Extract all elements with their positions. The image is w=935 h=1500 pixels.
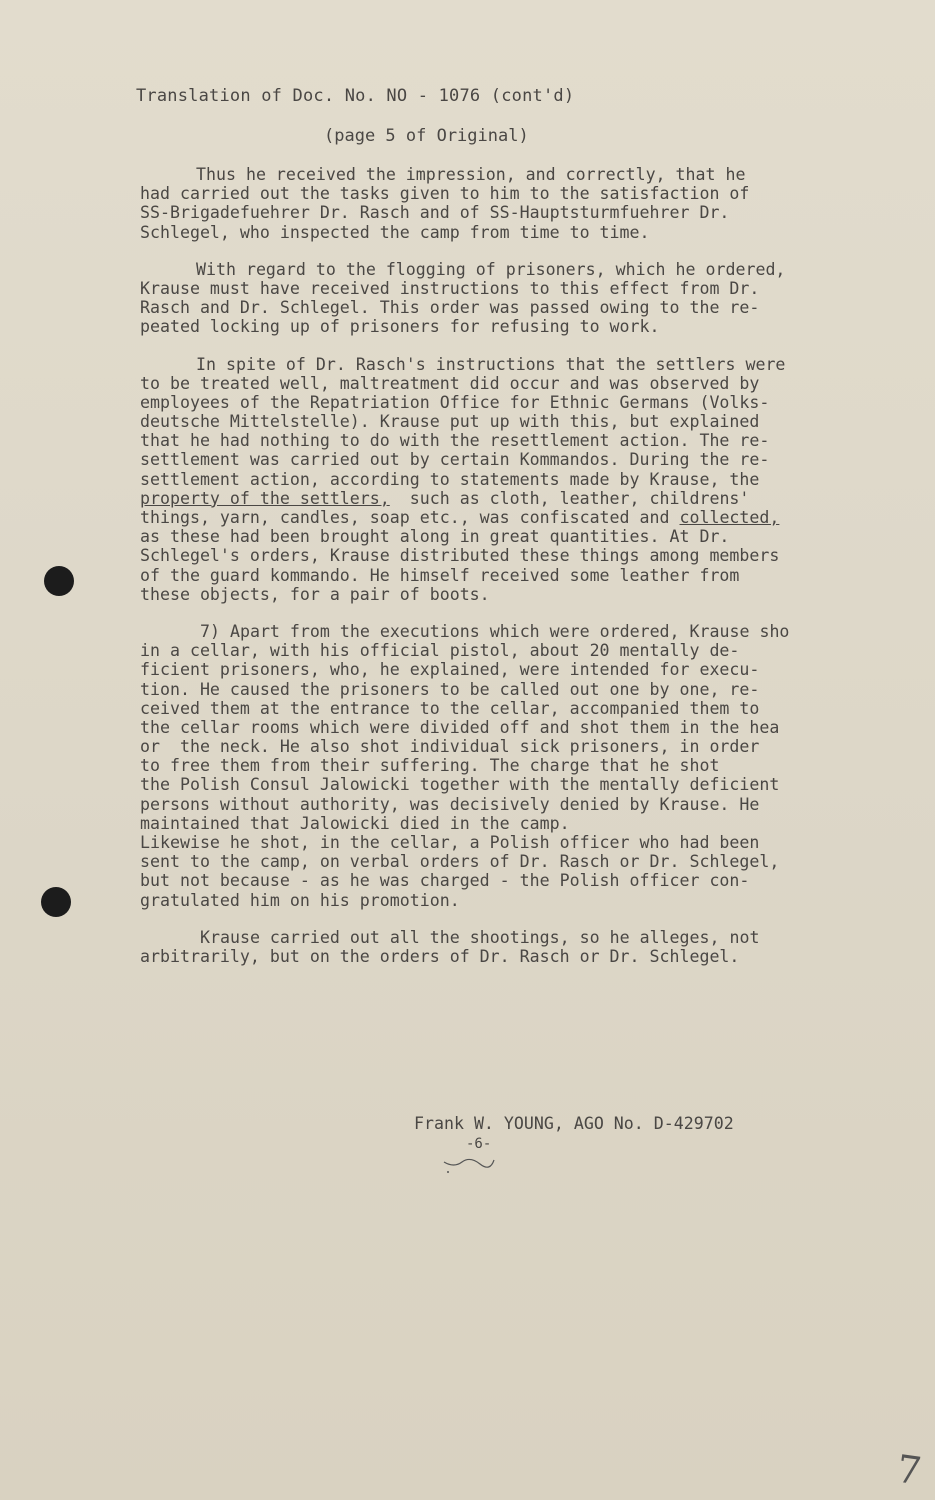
- text-line: settlement was carried out by certain Kommandos. During the re-: [140, 450, 770, 470]
- text-line: but not because - as he was charged - the Polish officer con-: [140, 871, 750, 891]
- punch-hole-icon: [44, 566, 74, 596]
- text-line: peated locking up of prisoners for refusing to work.: [140, 317, 660, 337]
- text-line: to be treated well, maltreatment did occur and was observed by: [140, 373, 760, 393]
- text-line: settlement action, according to statements made by Krause, the: [140, 469, 760, 489]
- text-line: With regard to the flogging of prisoners, which he ordered,: [196, 259, 786, 279]
- text-line: In spite of Dr. Rasch's instructions that the settlers were: [196, 354, 786, 374]
- underlined-phrase: property of the settlers,: [140, 488, 390, 508]
- text-line: these objects, for a pair of boots.: [140, 584, 490, 604]
- text-line: arbitrarily, but on the orders of Dr. Rasch or Dr. Schlegel.: [140, 946, 740, 966]
- document-subheader: (page 5 of Original): [324, 126, 529, 146]
- text-line: of the guard kommando. He himself received some leather from: [140, 565, 740, 585]
- text-line: maintained that Jalowicki died in the camp.: [140, 813, 570, 833]
- text-line: Krause carried out all the shootings, so he alleges, not: [200, 927, 760, 947]
- text-line: Thus he received the impression, and correctly, that he: [196, 165, 746, 184]
- text-line: gratulated him on his promotion.: [140, 890, 460, 910]
- underlined-word: collected,: [679, 508, 780, 527]
- margin-handwritten-mark: 7: [893, 1446, 924, 1494]
- text-line: Rasch and Dr. Schlegel. This order was passed owing to the re-: [140, 298, 760, 318]
- text-line: Krause must have received instructions to this effect from Dr.: [140, 278, 760, 298]
- text-line: ficient prisoners, who, he explained, were intended for execu-: [140, 660, 760, 680]
- page-number: -6-: [466, 1136, 492, 1152]
- text-line: 7) Apart from the executions which were ordered, Krause sho: [200, 621, 790, 641]
- text-line: the cellar rooms which were divided off and shot them in the hea: [140, 717, 780, 737]
- text-line: sent to the camp, on verbal orders of Dr. Rasch or Dr. Schlegel,: [140, 852, 780, 872]
- text-line: Schlegel's orders, Krause distributed these things among members: [140, 546, 780, 566]
- text-line: the Polish Consul Jalowicki together with the mentally deficient: [140, 775, 780, 795]
- text-line: employees of the Repatriation Office for Ethnic Germans (Volks-: [140, 392, 770, 412]
- text-line-underlined-collected: things, yarn, candles, soap etc., was confiscated and collected,: [140, 508, 780, 527]
- text-line: Likewise he shot, in the cellar, a Polish officer who had been: [140, 833, 760, 852]
- paragraph-5: [140, 928, 885, 966]
- text-line: as these had been brought along in great quantities. At Dr.: [140, 527, 730, 547]
- paragraph-2: [140, 260, 885, 337]
- text-line: that he had nothing to do with the resettlement action. The re-: [140, 431, 770, 451]
- text-line: had carried out the tasks given to him to the satisfaction of: [140, 184, 750, 204]
- document-header: Translation of Doc. No. NO - 1076 (cont'd): [136, 86, 575, 106]
- signature-line: Frank W. YOUNG, AGO No. D-429702: [414, 1114, 734, 1133]
- paragraph-1: [140, 165, 885, 242]
- ink-squiggle-icon: [440, 1152, 500, 1176]
- text-line: ceived them at the entrance to the cellar, accompanied them to: [140, 698, 760, 718]
- text-line: deutsche Mittelstelle). Krause put up with this, but explained: [140, 412, 760, 432]
- text-line: Schlegel, who inspected the camp from time to time.: [140, 222, 650, 242]
- punch-hole-icon: [41, 887, 71, 917]
- paragraph-3: [140, 355, 885, 604]
- document-body: [140, 165, 885, 984]
- text-line: or the neck. He also shot individual sick prisoners, in order: [140, 737, 760, 757]
- text-line: tion. He caused the prisoners to be called out one by one, re-: [140, 679, 760, 699]
- text-line: persons without authority, was decisively denied by Krause. He: [140, 794, 760, 814]
- text-line: in a cellar, with his official pistol, about 20 mentally de-: [140, 641, 740, 661]
- paragraph-4: [140, 622, 885, 910]
- text-line-underlined-settlers: property of the settlers, such as cloth, leather, childrens': [140, 488, 750, 508]
- text-line: to free them from their suffering. The charge that he shot: [140, 756, 720, 776]
- text-line: SS-Brigadefuehrer Dr. Rasch and of SS-Hauptsturmfuehrer Dr.: [140, 203, 730, 223]
